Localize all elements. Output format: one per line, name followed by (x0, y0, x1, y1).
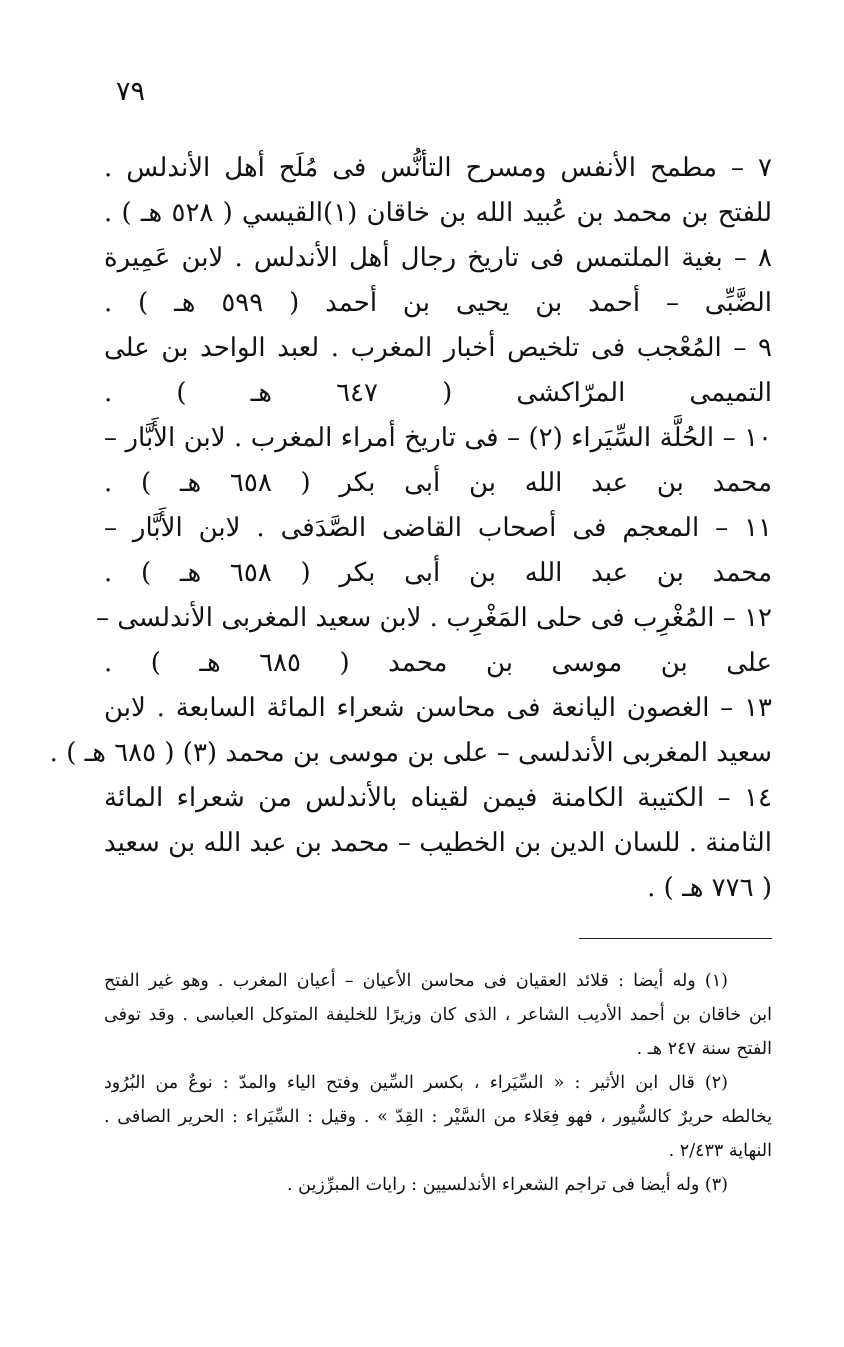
body-line: الضَّبِّى – أحمد بن يحيى بن أحمد ( ٥٩٩ هـ ) . (104, 288, 773, 318)
body-line: ١٣ – الغصون اليانعة فى محاسن شعراء المائة السابعة . لابن (104, 693, 772, 723)
footnote-line: (٣) وله أيضا فى تراجم الشعراء الأندلسيين : رايات المبرِّزين . (287, 1175, 728, 1195)
body-line: ٨ – بغية الملتمس فى تاريخ رجال أهل الأندلس . لابن عَمِيرة (104, 243, 772, 273)
body-line: ٩ – المُعْجب فى تلخيص أخبار المغرب . لعبد الواحد بن على (104, 333, 772, 363)
body-line: محمد بن عبد الله بن أبى بكر ( ٦٥٨ هـ ) . (104, 558, 772, 588)
body-line: ١٢ – المُغْرِب فى حلى المَغْرِب . لابن سعيد المغربى الأندلسى – (95, 603, 772, 633)
body-line: على بن موسى بن محمد ( ٦٨٥ هـ ) . (104, 648, 772, 678)
footnotes (104, 964, 772, 1202)
body-line: سعيد المغربى الأندلسى – على بن موسى بن محمد (٣) ( ٦٨٥ هـ ) . (49, 738, 772, 768)
footnote-line: يخالطه حريرٌ كالسُّيور ، فهو فِعَلاء من السَّيْر : القِدّ » . وقيل : السِّيَراء : الحرير الصافى . (104, 1107, 772, 1127)
footnote-line: (٢) قال ابن الأثير : « السِّيَراء ، بكسر السِّين وفتح الياء والمدّ : نوعٌ من البُرُود (104, 1073, 728, 1093)
footnote-line: (١) وله أيضا : قلائد العقيان فى محاسن الأعيان – أعيان المغرب . وهو غير الفتح (104, 971, 728, 991)
body-line: الثامنة . للسان الدين بن الخطيب – محمد بن عبد الله بن سعيد (104, 828, 772, 858)
page-number: ٧٩ (116, 76, 146, 107)
body-line: للفتح بن محمد بن عُبيد الله بن خاقان (١)القيسي ( ٥٢٨ هـ ) . (104, 198, 773, 228)
footnote-line: الفتح سنة ٢٤٧ هـ . (636, 1039, 772, 1059)
footnote-line: ابن خاقان بن أحمد الأديب الشاعر ، الذى كان وزيرًا للخليفة المتوكل العباسى . وقد توفى (104, 1005, 772, 1025)
body-line: ١٠ – الحُلَّة السِّيَراء (٢) – فى تاريخ أمراء المغرب . لابن الأَبَّار – (104, 423, 772, 453)
body-line: التميمى المرّاكشى ( ٦٤٧ هـ ) . (104, 378, 772, 408)
footnote-divider (579, 938, 772, 939)
body-line: محمد بن عبد الله بن أبى بكر ( ٦٥٨ هـ ) . (104, 468, 772, 498)
body-line: ٧ – مطمح الأنفس ومسرح التأنُّس فى مُلَح أهل الأندلس . (104, 153, 772, 183)
body-line: ( ٧٧٦ هـ ) . (647, 873, 772, 903)
body-text (49, 146, 773, 911)
body-line: ١٤ – الكتيبة الكامنة فيمن لقيناه بالأندلس من شعراء المائة (104, 783, 772, 813)
footnote-line: النهاية ٢/٤٣٣ . (668, 1141, 772, 1161)
body-line: ١١ – المعجم فى أصحاب القاضى الصَّدَفى . لابن الأَبَّار – (104, 513, 772, 543)
